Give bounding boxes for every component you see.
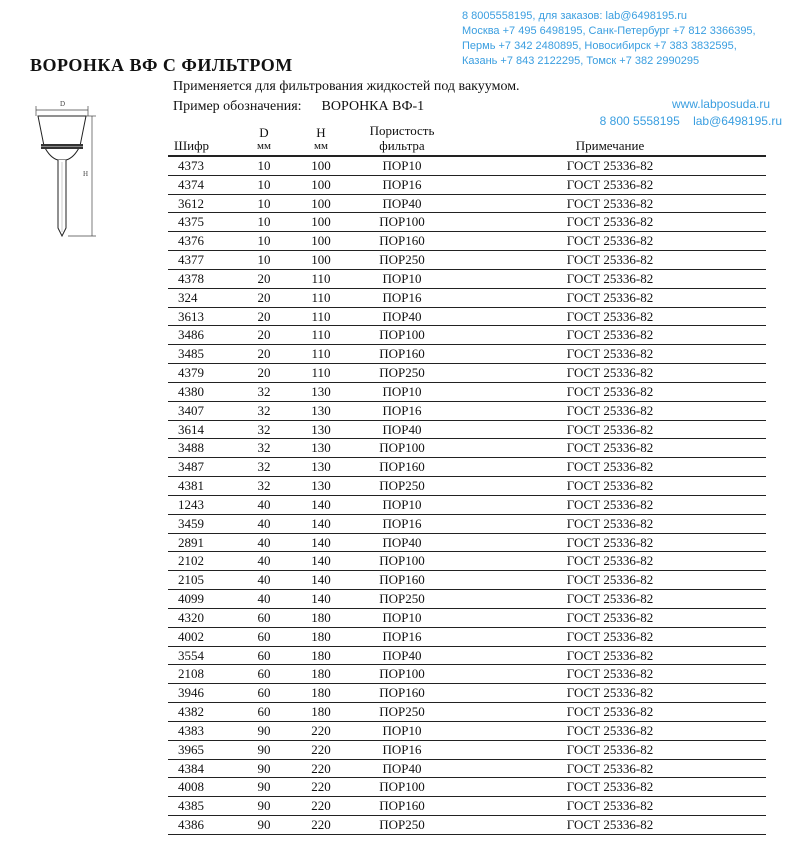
cell-h: 140: [292, 533, 350, 552]
table-row: [168, 477, 766, 496]
cell-note: ГОСТ 25336-82: [454, 627, 766, 646]
cell-h: 140: [292, 590, 350, 609]
cell-note: ГОСТ 25336-82: [454, 420, 766, 439]
table-row: [168, 458, 766, 477]
table-body: [168, 156, 766, 834]
table-row: [168, 269, 766, 288]
cell-note: ГОСТ 25336-82: [454, 307, 766, 326]
cell-code: 324: [168, 288, 236, 307]
cell-h: 180: [292, 665, 350, 684]
cell-porosity: ПОР100: [350, 552, 454, 571]
cell-h: 220: [292, 815, 350, 834]
cell-note: ГОСТ 25336-82: [454, 646, 766, 665]
cell-h: 110: [292, 364, 350, 383]
cell-h: 140: [292, 552, 350, 571]
phone-email[interactable]: 8 800 5558195 lab@6498195.ru: [599, 114, 782, 128]
cell-note: ГОСТ 25336-82: [454, 495, 766, 514]
cell-porosity: ПОР16: [350, 401, 454, 420]
cell-porosity: ПОР40: [350, 307, 454, 326]
cell-note: ГОСТ 25336-82: [454, 458, 766, 477]
cell-note: ГОСТ 25336-82: [454, 590, 766, 609]
cell-code: 3612: [168, 194, 236, 213]
cell-code: 3946: [168, 684, 236, 703]
page-title: ВОРОНКА ВФ С ФИЛЬТРОМ: [30, 55, 293, 75]
cell-porosity: ПОР40: [350, 533, 454, 552]
cell-porosity: ПОР10: [350, 156, 454, 175]
cell-h: 100: [292, 213, 350, 232]
cell-note: ГОСТ 25336-82: [454, 232, 766, 251]
cell-note: ГОСТ 25336-82: [454, 514, 766, 533]
cell-porosity: ПОР160: [350, 571, 454, 590]
cell-note: ГОСТ 25336-82: [454, 533, 766, 552]
cell-porosity: ПОР10: [350, 495, 454, 514]
cell-note: ГОСТ 25336-82: [454, 703, 766, 722]
cell-d: 40: [236, 571, 292, 590]
table-header-row: [168, 122, 766, 156]
cell-porosity: ПОР16: [350, 288, 454, 307]
cell-d: 20: [236, 345, 292, 364]
cell-porosity: ПОР250: [350, 477, 454, 496]
cell-d: 90: [236, 740, 292, 759]
cell-code: 4384: [168, 759, 236, 778]
cell-d: 10: [236, 251, 292, 270]
example-label: Пример обозначения:: [173, 99, 302, 114]
h-dimension-label: H: [83, 170, 89, 178]
cell-note: ГОСТ 25336-82: [454, 740, 766, 759]
cell-h: 180: [292, 684, 350, 703]
table-row: [168, 156, 766, 175]
table-row: [168, 307, 766, 326]
header-h-unit: мм: [314, 140, 328, 152]
cell-porosity: ПОР16: [350, 740, 454, 759]
table-row: [168, 175, 766, 194]
cell-h: 140: [292, 495, 350, 514]
cell-code: 3487: [168, 458, 236, 477]
header-d: [236, 122, 292, 156]
table-row: [168, 495, 766, 514]
cell-porosity: ПОР10: [350, 269, 454, 288]
cell-porosity: ПОР10: [350, 382, 454, 401]
cell-porosity: ПОР250: [350, 703, 454, 722]
cell-code: 4385: [168, 797, 236, 816]
cell-note: ГОСТ 25336-82: [454, 815, 766, 834]
cell-d: 32: [236, 420, 292, 439]
cell-h: 220: [292, 778, 350, 797]
table-row: [168, 665, 766, 684]
cell-h: 130: [292, 458, 350, 477]
cell-note: ГОСТ 25336-82: [454, 269, 766, 288]
cell-porosity: ПОР100: [350, 439, 454, 458]
cell-code: 3485: [168, 345, 236, 364]
cell-porosity: ПОР250: [350, 815, 454, 834]
cell-d: 90: [236, 721, 292, 740]
cell-note: ГОСТ 25336-82: [454, 759, 766, 778]
cell-porosity: ПОР160: [350, 684, 454, 703]
cell-note: ГОСТ 25336-82: [454, 156, 766, 175]
cell-code: 3614: [168, 420, 236, 439]
cell-note: ГОСТ 25336-82: [454, 213, 766, 232]
cell-code: 3554: [168, 646, 236, 665]
header-code: Шифр: [168, 122, 236, 156]
example-value: ВОРОНКА ВФ-1: [321, 99, 425, 114]
cell-code: 2105: [168, 571, 236, 590]
cell-h: 220: [292, 759, 350, 778]
contacts-block: [462, 9, 792, 69]
cell-d: 20: [236, 269, 292, 288]
cell-h: 220: [292, 797, 350, 816]
cell-h: 110: [292, 269, 350, 288]
cell-code: 4379: [168, 364, 236, 383]
cell-note: ГОСТ 25336-82: [454, 382, 766, 401]
cell-d: 90: [236, 759, 292, 778]
cell-note: ГОСТ 25336-82: [454, 608, 766, 627]
cell-note: ГОСТ 25336-82: [454, 401, 766, 420]
cell-d: 20: [236, 288, 292, 307]
cell-d: 60: [236, 608, 292, 627]
cell-h: 180: [292, 627, 350, 646]
table-row: [168, 740, 766, 759]
cell-h: 180: [292, 608, 350, 627]
cell-code: 3613: [168, 307, 236, 326]
table-row: [168, 571, 766, 590]
table-row: [168, 439, 766, 458]
header-note: Примечание: [454, 122, 766, 156]
cell-h: 130: [292, 439, 350, 458]
cell-d: 10: [236, 213, 292, 232]
cell-porosity: ПОР40: [350, 420, 454, 439]
catalog-table: [168, 122, 766, 835]
cell-d: 90: [236, 797, 292, 816]
table-row: [168, 401, 766, 420]
cell-porosity: ПОР16: [350, 175, 454, 194]
cell-porosity: ПОР16: [350, 627, 454, 646]
table-row: [168, 590, 766, 609]
cell-code: 4380: [168, 382, 236, 401]
cell-h: 100: [292, 251, 350, 270]
cell-note: ГОСТ 25336-82: [454, 797, 766, 816]
table-row: [168, 326, 766, 345]
cell-porosity: ПОР16: [350, 514, 454, 533]
cell-porosity: ПОР10: [350, 721, 454, 740]
header-d-unit: мм: [257, 140, 271, 152]
cell-note: ГОСТ 25336-82: [454, 684, 766, 703]
cell-porosity: ПОР40: [350, 194, 454, 213]
cell-porosity: ПОР250: [350, 590, 454, 609]
description: Применяется для фильтрования жидкостей под вакуумом.: [173, 79, 520, 94]
table-row: [168, 627, 766, 646]
cell-code: 3459: [168, 514, 236, 533]
cell-porosity: ПОР160: [350, 345, 454, 364]
cell-code: 4374: [168, 175, 236, 194]
cell-code: 4373: [168, 156, 236, 175]
cell-code: 1243: [168, 495, 236, 514]
cell-h: 130: [292, 401, 350, 420]
table-row: [168, 608, 766, 627]
header-d-label: D: [259, 125, 269, 140]
cell-note: ГОСТ 25336-82: [454, 721, 766, 740]
cell-d: 60: [236, 665, 292, 684]
cell-h: 100: [292, 156, 350, 175]
contact-line: Москва +7 495 6498195, Санк-Петербург +7 812 3366395,: [462, 25, 756, 37]
cell-note: ГОСТ 25336-82: [454, 326, 766, 345]
cell-d: 32: [236, 458, 292, 477]
cell-porosity: ПОР250: [350, 251, 454, 270]
cell-h: 110: [292, 288, 350, 307]
header-porosity-sub: фильтра: [379, 138, 425, 153]
cell-code: 4376: [168, 232, 236, 251]
table-row: [168, 251, 766, 270]
cell-h: 220: [292, 740, 350, 759]
cell-porosity: ПОР100: [350, 665, 454, 684]
cell-d: 32: [236, 401, 292, 420]
cell-note: ГОСТ 25336-82: [454, 345, 766, 364]
cell-h: 110: [292, 345, 350, 364]
funnel-body: [38, 116, 86, 160]
cell-h: 100: [292, 232, 350, 251]
cell-d: 10: [236, 156, 292, 175]
header-porosity: [350, 122, 454, 156]
contact-line[interactable]: 8 8005558195, для заказов: lab@6498195.ru: [462, 10, 688, 22]
cell-note: ГОСТ 25336-82: [454, 194, 766, 213]
table-row: [168, 815, 766, 834]
cell-d: 60: [236, 703, 292, 722]
cell-code: 3488: [168, 439, 236, 458]
cell-code: 4375: [168, 213, 236, 232]
cell-note: ГОСТ 25336-82: [454, 571, 766, 590]
cell-h: 220: [292, 721, 350, 740]
cell-code: 4377: [168, 251, 236, 270]
cell-note: ГОСТ 25336-82: [454, 552, 766, 571]
cell-h: 180: [292, 646, 350, 665]
table-row: [168, 797, 766, 816]
funnel-drawing: [22, 96, 102, 241]
d-dimension-label: D: [60, 100, 66, 108]
table-row: [168, 213, 766, 232]
site-link[interactable]: www.labposuda.ru: [671, 97, 770, 111]
cell-code: 4382: [168, 703, 236, 722]
cell-d: 40: [236, 533, 292, 552]
table-row: [168, 364, 766, 383]
cell-porosity: ПОР160: [350, 458, 454, 477]
cell-note: ГОСТ 25336-82: [454, 364, 766, 383]
table-row: [168, 552, 766, 571]
cell-h: 130: [292, 477, 350, 496]
cell-porosity: ПОР250: [350, 364, 454, 383]
cell-h: 140: [292, 514, 350, 533]
cell-code: 4008: [168, 778, 236, 797]
cell-d: 60: [236, 646, 292, 665]
cell-porosity: ПОР160: [350, 232, 454, 251]
table-row: [168, 703, 766, 722]
cell-porosity: ПОР40: [350, 646, 454, 665]
table-row: [168, 194, 766, 213]
designation-example: [173, 99, 424, 115]
cell-d: 32: [236, 439, 292, 458]
cell-code: 4378: [168, 269, 236, 288]
cell-porosity: ПОР160: [350, 797, 454, 816]
cell-note: ГОСТ 25336-82: [454, 665, 766, 684]
cell-note: ГОСТ 25336-82: [454, 288, 766, 307]
cell-d: 40: [236, 552, 292, 571]
cell-code: 2108: [168, 665, 236, 684]
cell-h: 110: [292, 307, 350, 326]
cell-d: 10: [236, 232, 292, 251]
cell-note: ГОСТ 25336-82: [454, 175, 766, 194]
table-row: [168, 533, 766, 552]
table-row: [168, 382, 766, 401]
cell-d: 60: [236, 627, 292, 646]
cell-d: 32: [236, 477, 292, 496]
cell-d: 20: [236, 307, 292, 326]
header-h-label: H: [316, 125, 326, 140]
cell-d: 90: [236, 778, 292, 797]
cell-porosity: ПОР10: [350, 608, 454, 627]
cell-d: 32: [236, 382, 292, 401]
table-row: [168, 420, 766, 439]
cell-code: 4383: [168, 721, 236, 740]
cell-d: 10: [236, 194, 292, 213]
cell-code: 3965: [168, 740, 236, 759]
cell-h: 100: [292, 194, 350, 213]
cell-d: 20: [236, 326, 292, 345]
header-h: [292, 122, 350, 156]
cell-code: 4381: [168, 477, 236, 496]
cell-note: ГОСТ 25336-82: [454, 251, 766, 270]
cell-d: 40: [236, 590, 292, 609]
cell-h: 110: [292, 326, 350, 345]
cell-h: 180: [292, 703, 350, 722]
cell-code: 4002: [168, 627, 236, 646]
cell-d: 60: [236, 684, 292, 703]
cell-d: 10: [236, 175, 292, 194]
table-row: [168, 646, 766, 665]
table-row: [168, 759, 766, 778]
table-row: [168, 232, 766, 251]
cell-code: 3486: [168, 326, 236, 345]
cell-note: ГОСТ 25336-82: [454, 778, 766, 797]
cell-porosity: ПОР100: [350, 213, 454, 232]
cell-code: 4099: [168, 590, 236, 609]
cell-h: 130: [292, 420, 350, 439]
contact-line: Казань +7 843 2122295, Томск +7 382 2990295: [462, 55, 700, 67]
cell-code: 3407: [168, 401, 236, 420]
cell-porosity: ПОР40: [350, 759, 454, 778]
cell-d: 40: [236, 514, 292, 533]
cell-h: 100: [292, 175, 350, 194]
cell-porosity: ПОР100: [350, 778, 454, 797]
table-row: [168, 345, 766, 364]
table-row: [168, 684, 766, 703]
table-row: [168, 288, 766, 307]
cell-note: ГОСТ 25336-82: [454, 439, 766, 458]
cell-code: 2102: [168, 552, 236, 571]
cell-code: 4386: [168, 815, 236, 834]
header-porosity-label: Пористость: [369, 123, 435, 138]
cell-d: 20: [236, 364, 292, 383]
cell-note: ГОСТ 25336-82: [454, 477, 766, 496]
table-row: [168, 778, 766, 797]
table-row: [168, 514, 766, 533]
contact-line: Пермь +7 342 2480895, Новосибирск +7 383 3832595,: [462, 40, 737, 52]
cell-d: 90: [236, 815, 292, 834]
cell-porosity: ПОР100: [350, 326, 454, 345]
cell-d: 40: [236, 495, 292, 514]
cell-code: 4320: [168, 608, 236, 627]
cell-code: 2891: [168, 533, 236, 552]
table-row: [168, 721, 766, 740]
cell-h: 140: [292, 571, 350, 590]
cell-h: 130: [292, 382, 350, 401]
